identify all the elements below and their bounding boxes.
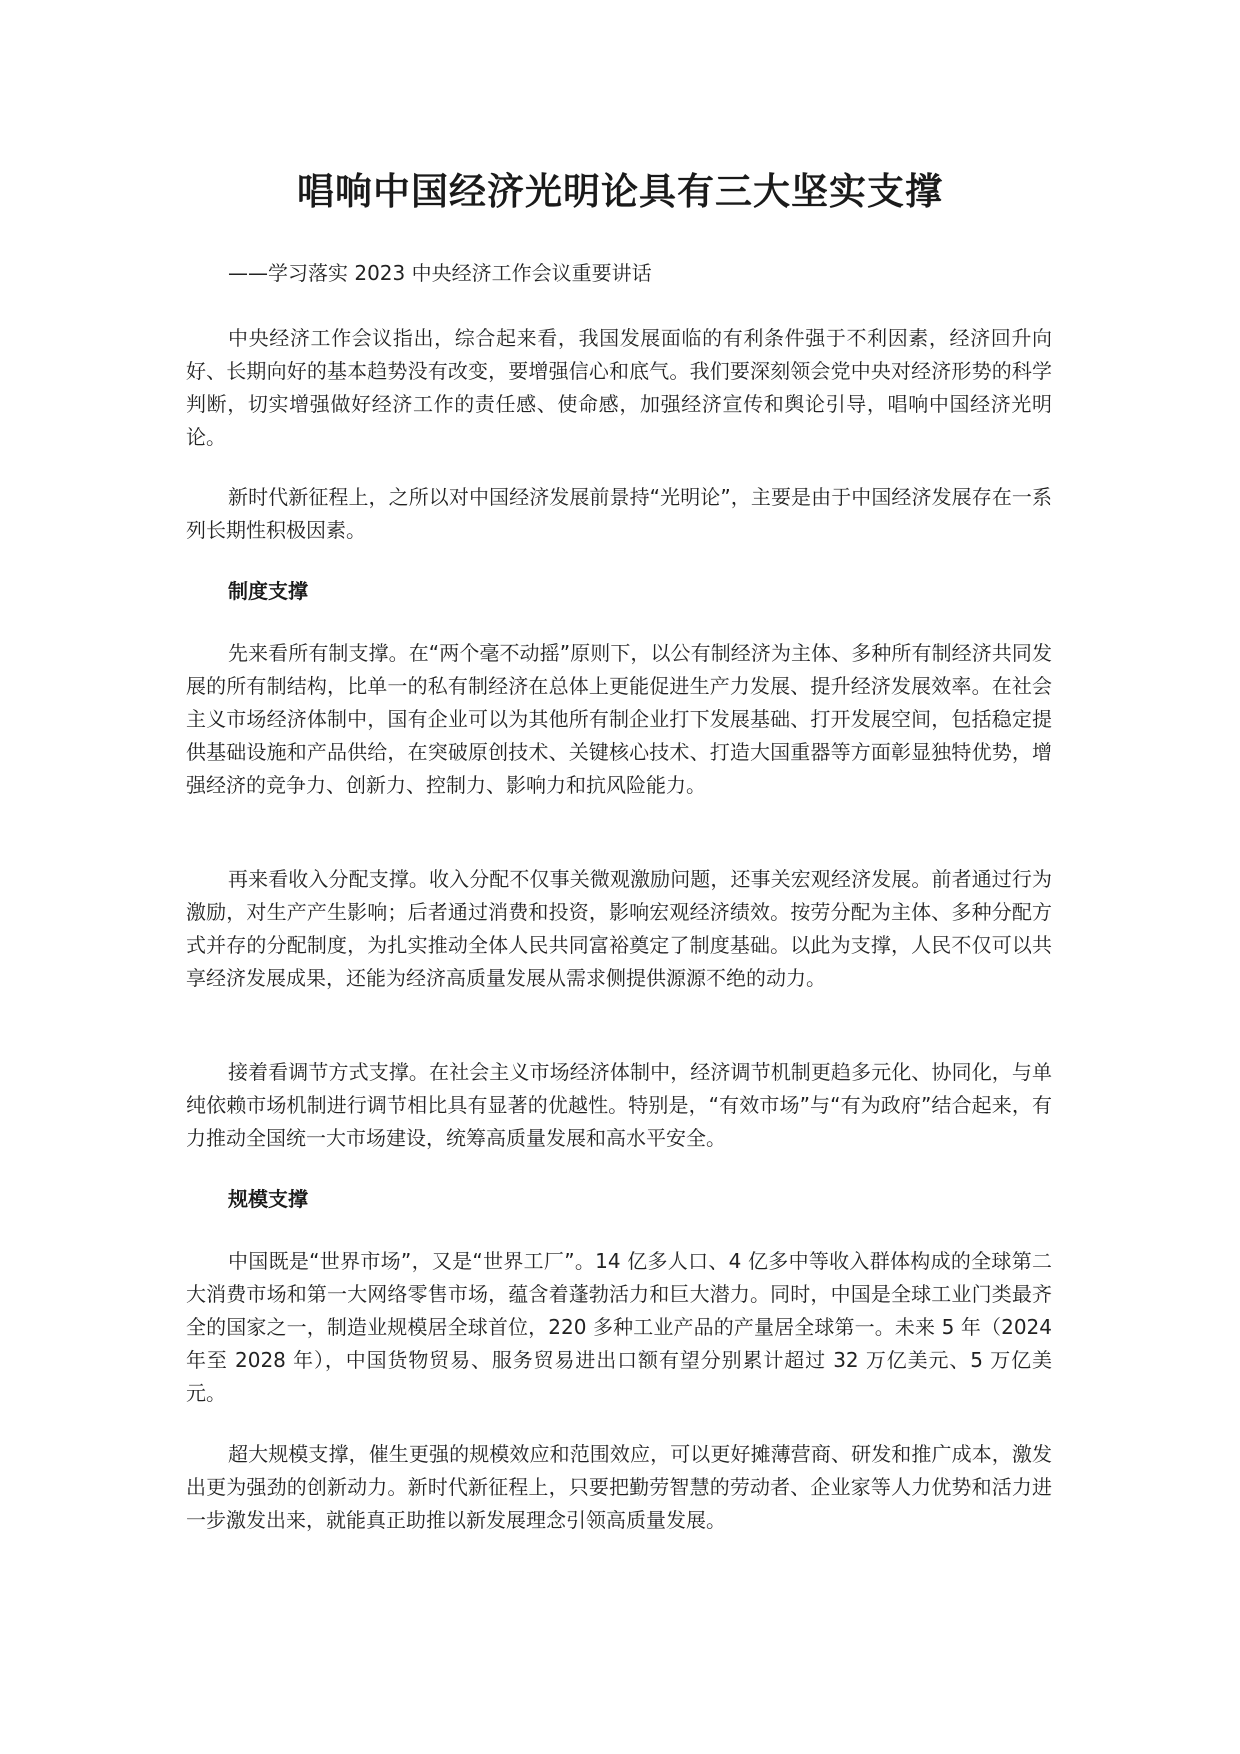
paragraph-regulation: 接着看调节方式支撑。在社会主义市场经济体制中，经济调节机制更趋多元化、协同化，与单纯依赖市场机制进行调节相比具有显著的优越性。特别是，“有效市场”与“有为政府”结合起来，有力推动全国统一大市场建设，统筹高质量发展和高水平安全。: [186, 1060, 1052, 1150]
section-heading-scale: 规模支撑: [228, 1187, 308, 1211]
paragraph-ownership: 先来看所有制支撑。在“两个毫不动摇”原则下，以公有制经济为主体、多种所有制经济共同发展的所有制结构，比单一的私有制经济在总体上更能促进生产力发展、提升经济发展效率。在社会主义市场经济体制中，国有企业可以为其他所有制企业打下发展基础、打开发展空间，包括稳定提供基础设施和产品供给，在突破原创技术、关键核心技术、打造大国重器等方面彰显独特优势，增强经济的竞争力、创新力、控制力、影响力和抗风险能力。: [186, 641, 1052, 797]
page-subtitle: ——学习落实 2023 中央经济工作会议重要讲话: [228, 261, 652, 285]
paragraph-outlook: 新时代新征程上，之所以对中国经济发展前景持“光明论”，主要是由于中国经济发展存在一系列长期性积极因素。: [186, 485, 1052, 542]
paragraph-scale-effect: 超大规模支撑，催生更强的规模效应和范围效应，可以更好摊薄营商、研发和推广成本，激发出更为强劲的创新动力。新时代新征程上，只要把勤劳智慧的劳动者、企业家等人力优势和活力进一步激发出来，就能真正助推以新发展理念引领高质量发展。: [186, 1442, 1052, 1532]
section-heading-institution: 制度支撑: [228, 579, 308, 603]
paragraph-market-scale: 中国既是“世界市场”，又是“世界工厂”。14 亿多人口、4 亿多中等收入群体构成的全球第二大消费市场和第一大网络零售市场，蕴含着蓬勃活力和巨大潜力。同时，中国是全球工业门类最齐全的国家之一，制造业规模居全球首位，220 多种工业产品的产量居全球第一。未来 5 年（2024 年至 2028 年），中国货物贸易、服务贸易进出口额有望分别累计超过 32 万亿美元、5 万亿美元。: [186, 1249, 1052, 1405]
paragraph-intro: 中央经济工作会议指出，综合起来看，我国发展面临的有利条件强于不利因素，经济回升向好、长期向好的基本趋势没有改变，要增强信心和底气。我们要深刻领会党中央对经济形势的科学判断，切实增强做好经济工作的责任感、使命感，加强经济宣传和舆论引导，唱响中国经济光明论。: [186, 326, 1052, 449]
paragraph-income-distribution: 再来看收入分配支撑。收入分配不仅事关微观激励问题，还事关宏观经济发展。前者通过行为激励，对生产产生影响；后者通过消费和投资，影响宏观经济绩效。按劳分配为主体、多种分配方式并存的分配制度，为扎实推动全体人民共同富裕奠定了制度基础。以此为支撑，人民不仅可以共享经济发展成果，还能为经济高质量发展从需求侧提供源源不绝的动力。: [186, 867, 1052, 990]
page-title: 唱响中国经济光明论具有三大坚实支撑: [297, 170, 943, 213]
